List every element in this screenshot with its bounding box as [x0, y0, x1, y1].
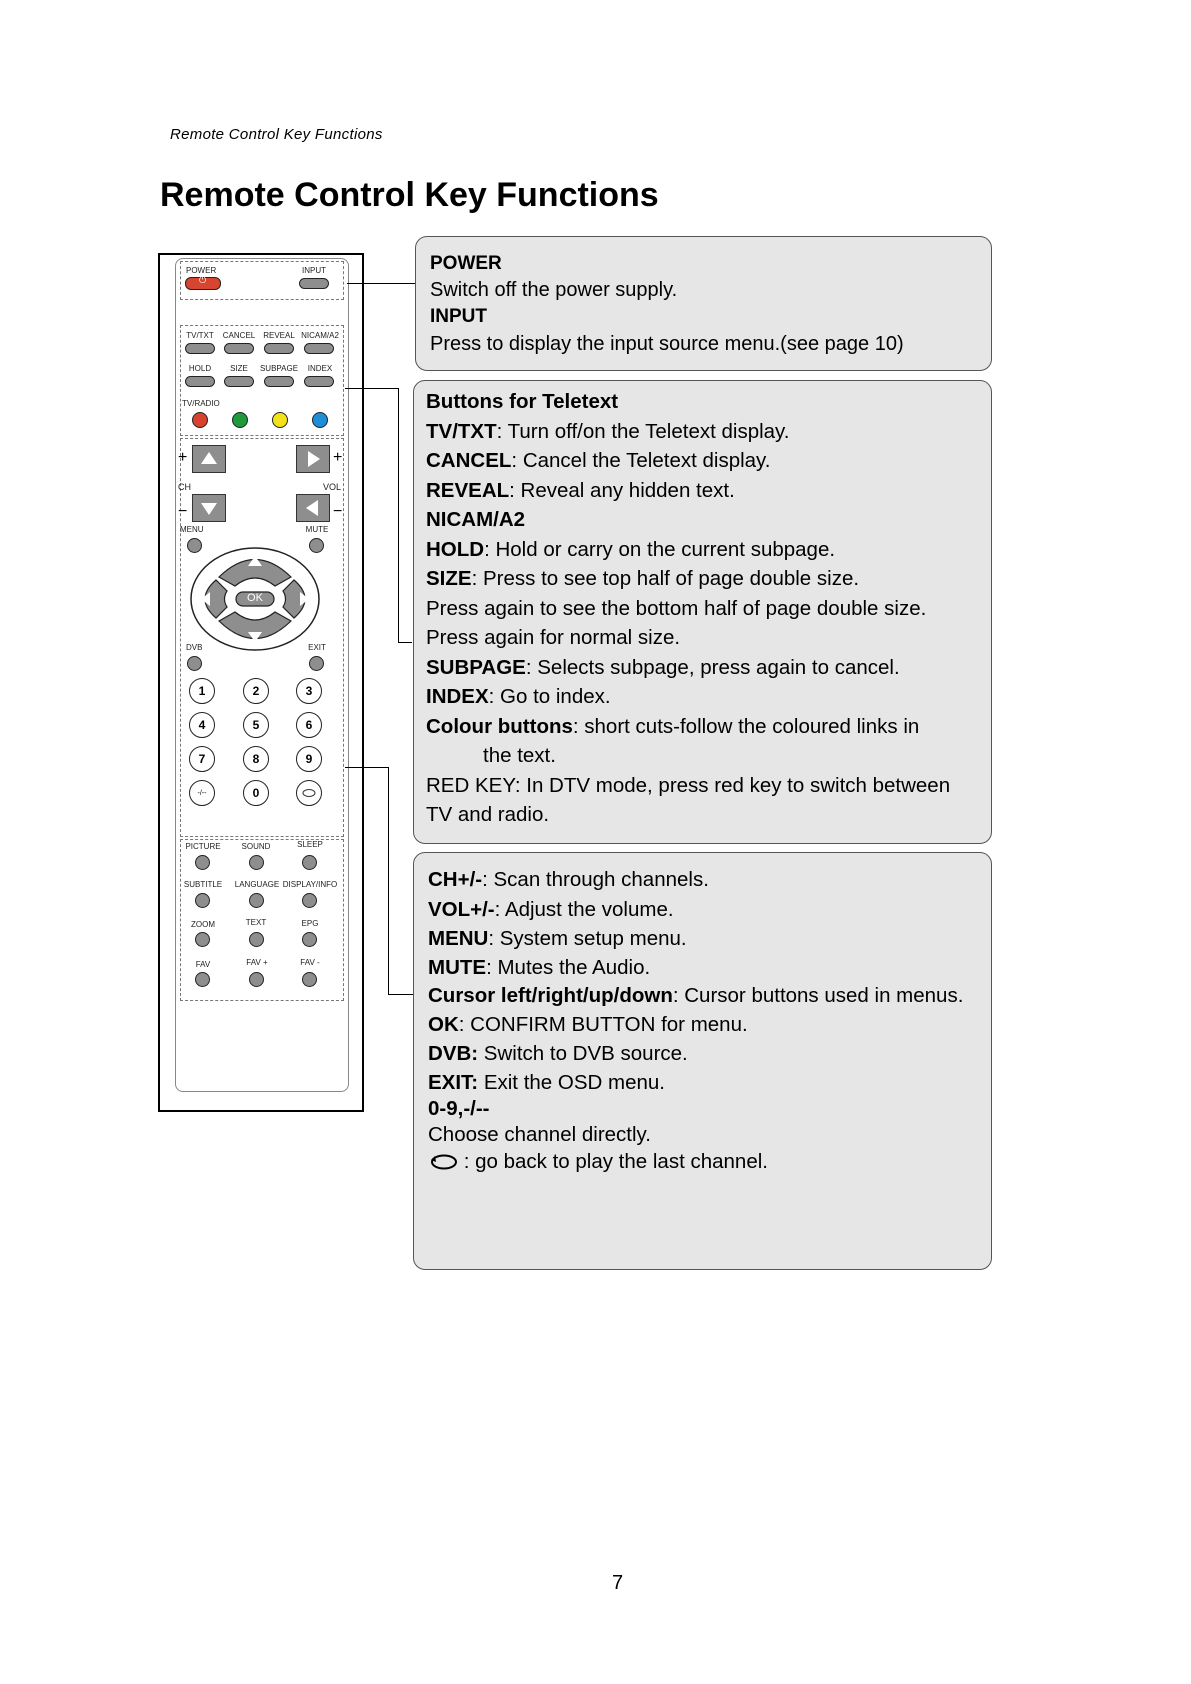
- ch-minus-sign: −: [178, 503, 188, 520]
- mute-label: MUTE: [305, 525, 329, 534]
- menu-line: MENU: System setup menu.: [428, 927, 687, 950]
- exit-button[interactable]: [309, 656, 324, 671]
- exit-line: EXIT: Exit the OSD menu.: [428, 1070, 665, 1094]
- exit-label: EXIT: [308, 643, 326, 652]
- dvb-label: DVB: [186, 643, 203, 652]
- digit-9-button[interactable]: 9: [296, 746, 322, 772]
- vol-up-button[interactable]: [296, 445, 330, 473]
- power-input-box: [415, 236, 992, 371]
- display-info-label: DISPLAY/INFO: [282, 880, 338, 889]
- dash-button[interactable]: -/--: [189, 780, 215, 806]
- navigation-box: [413, 852, 992, 1270]
- power-label: POWER: [186, 266, 217, 275]
- digit-2-button[interactable]: 2: [243, 678, 269, 704]
- subtitle-button[interactable]: [195, 893, 210, 908]
- leader-line-power: [347, 283, 419, 284]
- language-button[interactable]: [249, 893, 264, 908]
- digit-7-button[interactable]: 7: [189, 746, 215, 772]
- ch-label: CH: [178, 482, 191, 492]
- dvb-line: DVB: Switch to DVB source.: [428, 1042, 688, 1065]
- fav-plus-button[interactable]: [249, 972, 264, 987]
- index-button[interactable]: [304, 376, 334, 387]
- nicam-label: NICAM/A2: [301, 331, 339, 340]
- hold-label: HOLD: [188, 364, 212, 373]
- triangle-up-icon: [193, 446, 225, 472]
- sound-label: SOUND: [241, 842, 271, 851]
- ok-line: OK: CONFIRM BUTTON for menu.: [428, 1012, 748, 1036]
- blue-button[interactable]: [312, 412, 328, 428]
- input-label: INPUT: [302, 266, 326, 275]
- input-button[interactable]: [299, 278, 329, 289]
- colour-line-2: the text.: [483, 744, 556, 767]
- leader-line-nav-vertical: [388, 767, 389, 994]
- sound-button[interactable]: [249, 855, 264, 870]
- leader-line-nav-bottom: [388, 994, 413, 995]
- subpage-button[interactable]: [264, 376, 294, 387]
- menu-label: MENU: [180, 525, 204, 534]
- recall-line: : go back to play the last channel.: [428, 1149, 963, 1175]
- teletext-heading: Buttons for Teletext: [426, 390, 619, 413]
- fav-plus-label: FAV +: [246, 958, 268, 967]
- digit-4-button[interactable]: 4: [189, 712, 215, 738]
- power-icon: ⏻: [199, 275, 207, 285]
- fav-label: FAV: [195, 960, 211, 969]
- digit-6-button[interactable]: 6: [296, 712, 322, 738]
- vol-line: VOL+/-: Adjust the volume.: [428, 897, 674, 921]
- cancel-line: CANCEL: Cancel the Teletext display.: [426, 449, 771, 472]
- digit-0-button[interactable]: 0: [243, 780, 269, 806]
- hold-button[interactable]: [185, 376, 215, 387]
- digit-3-button[interactable]: 3: [296, 678, 322, 704]
- leader-line-nav-top: [345, 767, 389, 768]
- remote-control-illustration: [175, 258, 349, 1092]
- tvradio-label: TV/RADIO: [182, 399, 220, 408]
- language-label: LANGUAGE: [234, 880, 280, 889]
- digits-desc-line: Choose channel directly.: [428, 1122, 651, 1146]
- nicam-line: NICAM/A2: [426, 508, 526, 531]
- epg-label: EPG: [301, 919, 319, 928]
- recall-icon: [301, 788, 317, 798]
- reveal-line: REVEAL: Reveal any hidden text.: [426, 478, 735, 502]
- zoom-button[interactable]: [195, 932, 210, 947]
- red-key-line-2: TV and radio.: [426, 803, 550, 826]
- size-line-2: Press again to see the bottom half of page double size.: [426, 596, 927, 620]
- index-line: INDEX: Go to index.: [426, 685, 611, 708]
- size-button[interactable]: [224, 376, 254, 387]
- colour-line: Colour buttons: short cuts-follow the coloured links in: [426, 714, 920, 738]
- picture-label: PICTURE: [185, 842, 221, 851]
- mute-line: MUTE: Mutes the Audio.: [428, 955, 651, 979]
- fav-button[interactable]: [195, 972, 210, 987]
- page-title: Remote Control Key Functions: [160, 176, 659, 214]
- text-label: TEXT: [245, 918, 267, 927]
- display-info-button[interactable]: [302, 893, 317, 908]
- recall-button[interactable]: [296, 780, 322, 806]
- vol-minus-sign: −: [333, 503, 343, 520]
- leader-line-teletext-top: [345, 388, 399, 389]
- picture-button[interactable]: [195, 855, 210, 870]
- yellow-button[interactable]: [272, 412, 288, 428]
- zoom-label: ZOOM: [191, 920, 215, 929]
- subpage-line: SUBPAGE: Selects subpage, press again to cancel.: [426, 655, 900, 679]
- subpage-label: SUBPAGE: [259, 364, 299, 373]
- page-number: 7: [612, 1572, 624, 1594]
- green-button[interactable]: [232, 412, 248, 428]
- power-desc: Switch off the power supply.: [430, 279, 678, 301]
- reveal-label: REVEAL: [263, 331, 295, 340]
- ch-up-button[interactable]: [192, 445, 226, 473]
- power-button[interactable]: [185, 277, 221, 290]
- red-button[interactable]: [192, 412, 208, 428]
- vol-plus-sign: +: [333, 449, 343, 466]
- ch-plus-sign: +: [178, 449, 188, 466]
- index-label: INDEX: [307, 364, 333, 373]
- size-line: SIZE: Press to see top half of page double size.: [426, 567, 860, 590]
- size-label: SIZE: [230, 364, 248, 373]
- hold-line: HOLD: Hold or carry on the current subpage.: [426, 537, 836, 561]
- recall-icon: [428, 1153, 458, 1171]
- red-key-line: RED KEY: In DTV mode, press red key to switch between: [426, 773, 951, 797]
- power-title: POWER: [430, 253, 502, 274]
- triangle-left-icon: [297, 495, 329, 521]
- leader-line-teletext-bottom: [398, 642, 412, 643]
- tvtxt-line: TV/TXT: Turn off/on the Teletext display.: [426, 419, 790, 443]
- cancel-button[interactable]: [224, 343, 254, 354]
- ok-label: OK: [247, 592, 263, 604]
- nicam-button[interactable]: [304, 343, 334, 354]
- text-button[interactable]: [249, 932, 264, 947]
- ch-line: CH+/-: Scan through channels.: [428, 868, 709, 891]
- leader-line-teletext-vertical: [398, 388, 399, 642]
- input-title: INPUT: [430, 306, 487, 327]
- input-desc: Press to display the input source menu.(see page 10): [430, 333, 904, 355]
- dvb-button[interactable]: [187, 656, 202, 671]
- digit-1-button[interactable]: 1: [189, 678, 215, 704]
- triangle-right-icon: [297, 446, 329, 472]
- size-line-3: Press again for normal size.: [426, 626, 681, 649]
- reveal-button[interactable]: [264, 343, 294, 354]
- tvtxt-label: TV/TXT: [186, 331, 214, 340]
- digits-line: 0-9,-/--: [428, 1096, 490, 1120]
- sleep-button[interactable]: [302, 855, 317, 870]
- vol-label: VOL: [323, 482, 342, 492]
- running-header: Remote Control Key Functions: [170, 126, 383, 143]
- vol-down-button[interactable]: [296, 494, 330, 522]
- teletext-box: [413, 380, 992, 844]
- sleep-label: SLEEP: [297, 840, 323, 849]
- triangle-down-icon: [193, 495, 225, 521]
- cursor-line: Cursor left/right/up/down: Cursor buttons used in menus.: [428, 983, 964, 1007]
- digit-8-button[interactable]: 8: [243, 746, 269, 772]
- digit-5-button[interactable]: 5: [243, 712, 269, 738]
- subtitle-label: SUBTITLE: [183, 880, 223, 889]
- cancel-label: CANCEL: [222, 331, 256, 340]
- epg-button[interactable]: [302, 932, 317, 947]
- tvtxt-button[interactable]: [185, 343, 215, 354]
- ch-down-button[interactable]: [192, 494, 226, 522]
- fav-minus-label: FAV -: [300, 958, 320, 967]
- fav-minus-button[interactable]: [302, 972, 317, 987]
